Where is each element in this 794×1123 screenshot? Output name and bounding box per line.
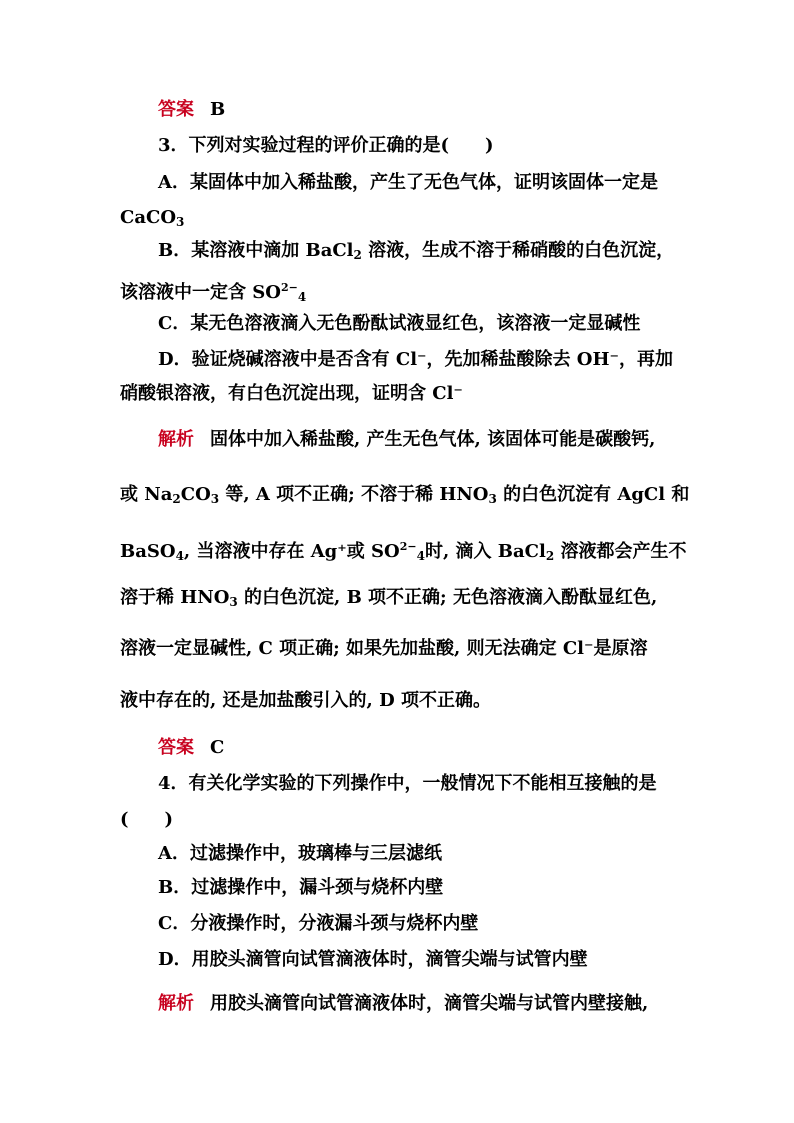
q3-analysis-line3: BaSO$_4$, 当溶液中存在 Ag⁺或 $SO^{2-}_4$时, 滴入 BaCl$_2$ 溶液都会产生不	[120, 540, 687, 563]
q3-option-b-line2: 该溶液中一定含 $SO^{2-}_4$	[120, 281, 307, 304]
q3-answer	[158, 736, 678, 760]
analysis-label: 解析	[158, 429, 194, 450]
q3-analysis-line1: 解析 固体中加入稀盐酸, 产生无色气体, 该固体可能是碳酸钙,	[158, 429, 656, 450]
q3-analysis-line2: 或 $Na_2CO_3$ 等, A 项不正确; 不溶于稀 $HNO_3$ 的白色沉淀有 AgCl 和	[120, 484, 690, 506]
analysis-label: 解析	[158, 993, 194, 1014]
q3-option-c: C．某无色溶液滴入无色酚酞试液显红色，该溶液一定显碱性	[158, 313, 641, 334]
q4-stem-line2: ( )	[120, 809, 174, 830]
answer-label: 答案	[158, 737, 194, 758]
q3-stem: 3．下列对实验过程的评价正确的是( )	[158, 135, 494, 156]
q3-analysis-line5: 溶液一定显碱性, C 项正确; 如果先加盐酸, 则无法确定 Cl⁻是原溶	[120, 638, 648, 659]
answer-value: C	[210, 737, 225, 758]
q3-option-d-line1: D．验证烧碱溶液中是否含有 Cl⁻，先加稀盐酸除去 OH⁻，再加	[158, 349, 673, 370]
q4-option-d: D．用胶头滴管向试管滴液体时，滴管尖端与试管内壁	[158, 949, 588, 970]
answer-label: 答案	[158, 99, 194, 120]
answer-value: B	[210, 99, 226, 120]
q3-option-d-line2: 硝酸银溶液，有白色沉淀出现，证明含 Cl⁻	[120, 383, 463, 404]
q3-option-a-line2: CaCO$_3$	[120, 207, 185, 229]
q2-answer	[158, 98, 678, 122]
q3-analysis-line6: 液中存在的, 还是加盐酸引入的, D 项不正确。	[120, 690, 491, 711]
q3-option-b-line1: B．某溶液中滴加 BaCl$_2$ 溶液，生成不溶于稀硝酸的白色沉淀，	[158, 240, 675, 262]
q4-stem-line1: 4．有关化学实验的下列操作中，一般情况下不能相互接触的是	[158, 773, 657, 794]
q4-option-a: A．过滤操作中，玻璃棒与三层滤纸	[158, 843, 442, 864]
q4-option-b: B．过滤操作中，漏斗颈与烧杯内壁	[158, 877, 444, 898]
q4-option-c: C．分液操作时，分液漏斗颈与烧杯内壁	[158, 913, 479, 934]
q3-analysis-line4: 溶于稀 $HNO_3$ 的白色沉淀, B 项不正确; 无色溶液滴入酚酞显红色,	[120, 587, 658, 609]
q4-analysis-line1: 解析 用胶头滴管向试管滴液体时，滴管尖端与试管内壁接触,	[158, 993, 649, 1014]
q3-option-a-line1: A．某固体中加入稀盐酸，产生了无色气体，证明该固体一定是	[158, 172, 658, 193]
